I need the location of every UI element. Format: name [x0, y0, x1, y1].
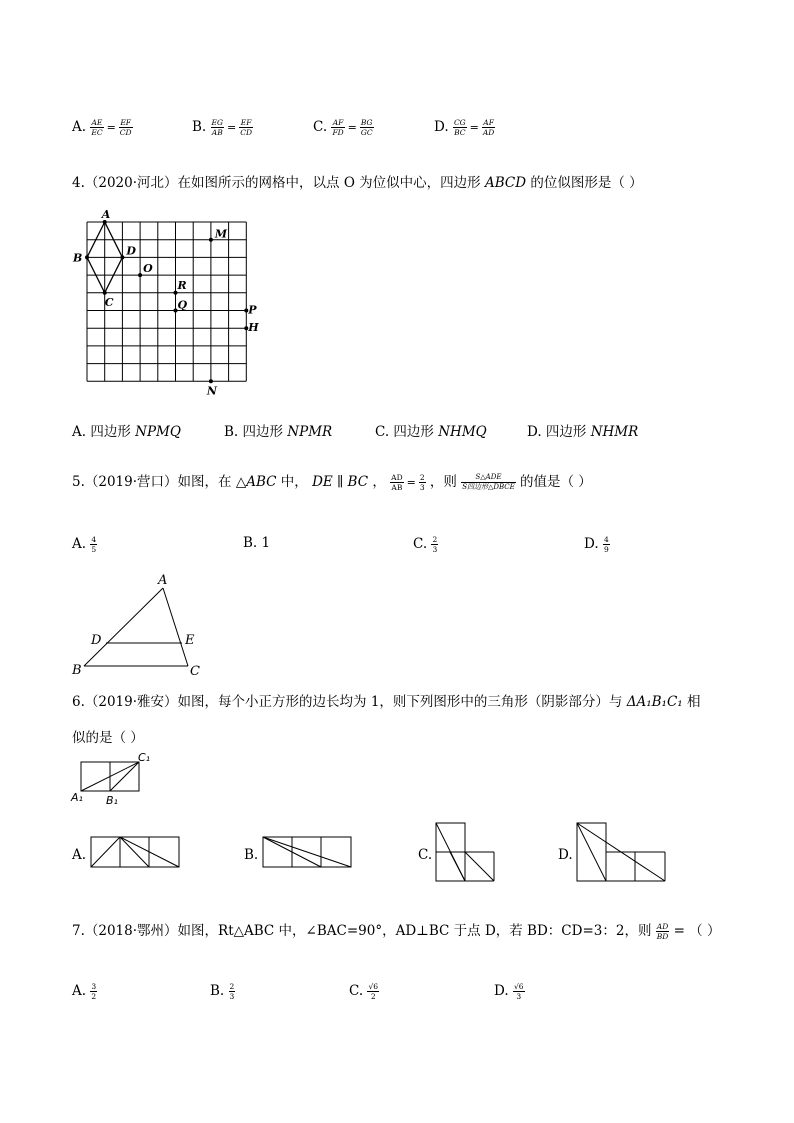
label-d: D	[91, 633, 102, 648]
q6-stem-line2: 似的是（ ）	[72, 730, 144, 746]
label-h: H	[248, 321, 259, 335]
q4-option-d: D. 四边形 NHMR	[527, 424, 639, 440]
label-a: A	[158, 573, 168, 588]
q6-option-a-figure	[91, 837, 179, 867]
q7-option-a: A. $\frac{3}{2}$	[72, 982, 97, 1001]
q5-option-d: D. $\frac{4}{9}$	[584, 535, 609, 554]
q7-stem: 7.（2018·鄂州）如图，Rt△ABC 中，∠BAC=90°，AD⊥BC 于点 D，若 BD：CD=3：2，则 $\frac{AD}{BD}$ = （ ）	[72, 922, 721, 941]
q5-area-ratio: $\frac{\text{S△ADE}}{\text{S四边形△DBCE}}$	[462, 473, 515, 491]
q4-option-b: B. 四边形 NPMR	[224, 424, 333, 440]
q4-stem: 4.（2020·河北）在如图所示的网格中，以点 O 为位似中心，四边形 ABCD 的位似图形是（ ）	[72, 175, 643, 191]
label-a1: A₁	[71, 791, 83, 804]
label-p: P	[248, 303, 257, 317]
label-r: R	[177, 278, 187, 292]
label-o: O	[143, 262, 153, 276]
label-b: B	[73, 251, 83, 265]
q3-option-b: B. $\frac{EG}{AB}$ = $\frac{EF}{CD}$	[192, 118, 252, 137]
q6-option-d-figure	[577, 823, 665, 881]
q6-option-d-label: D.	[558, 847, 573, 863]
q6-option-b-label: B.	[244, 847, 259, 863]
q3-option-a: A. $\frac{AE}{EC}$ = $\frac{EF}{CD}$	[72, 118, 132, 137]
q5-ratio: $\frac{AD}{AB}$ = $\frac{2}{3}$	[391, 473, 425, 492]
q7-option-d: D. $\frac{√6}{3}$	[494, 982, 524, 1001]
label-c: C	[190, 664, 200, 679]
q6-option-c-figure	[436, 823, 494, 881]
q5-option-a: A. $\frac{4}{5}$	[72, 535, 97, 554]
label-b1: B₁	[106, 794, 118, 807]
q4-option-a: A. 四边形 NPMQ	[72, 424, 181, 440]
label-m: M	[214, 227, 228, 241]
q5-option-c: C. $\frac{2}{3}$	[413, 535, 438, 554]
q3-option-c: C. $\frac{AF}{FD}$ = $\frac{BG}{GC}$	[313, 118, 373, 137]
q7-option-c: C. $\frac{√6}{2}$	[349, 982, 378, 1001]
q6-stem-line1: 6.（2019·雅安）如图，每个小正方形的边长均为 1，则下列图形中的三角形（阴影部分）与 ΔA₁B₁C₁ 相	[72, 694, 701, 710]
q6-reference-figure	[81, 762, 139, 791]
q7-option-b: B. $\frac{2}{3}$	[210, 982, 235, 1001]
label-q: Q	[177, 298, 188, 312]
q5-option-b: B. 1	[243, 535, 271, 551]
q6-option-c-label: C.	[418, 847, 433, 863]
label-b: B	[72, 663, 82, 678]
q6-option-b-figure	[263, 837, 351, 867]
label-a: A	[101, 208, 111, 221]
label-e: E	[185, 633, 195, 648]
label-c1: C₁	[138, 751, 151, 764]
label-d: D	[126, 244, 136, 258]
q4-option-c: C. 四边形 NHMQ	[375, 424, 487, 440]
option-label: A.	[72, 119, 87, 135]
q5-stem: 5.（2019·营口）如图，在 △ABC 中， DE ∥ BC ， $\frac{AD}{AB}$ = $\frac{2}{3}$ ，则 $\frac{\text{S△ADE}}{\text{S四边形△DBCE}}$ 的值是（ ）	[72, 473, 592, 492]
label-c: C	[104, 295, 114, 309]
q6-option-a-label: A.	[72, 847, 87, 863]
label-n: N	[206, 384, 217, 398]
q3-option-d: D. $\frac{CG}{BC}$ = $\frac{AF}{AD}$	[434, 118, 495, 137]
